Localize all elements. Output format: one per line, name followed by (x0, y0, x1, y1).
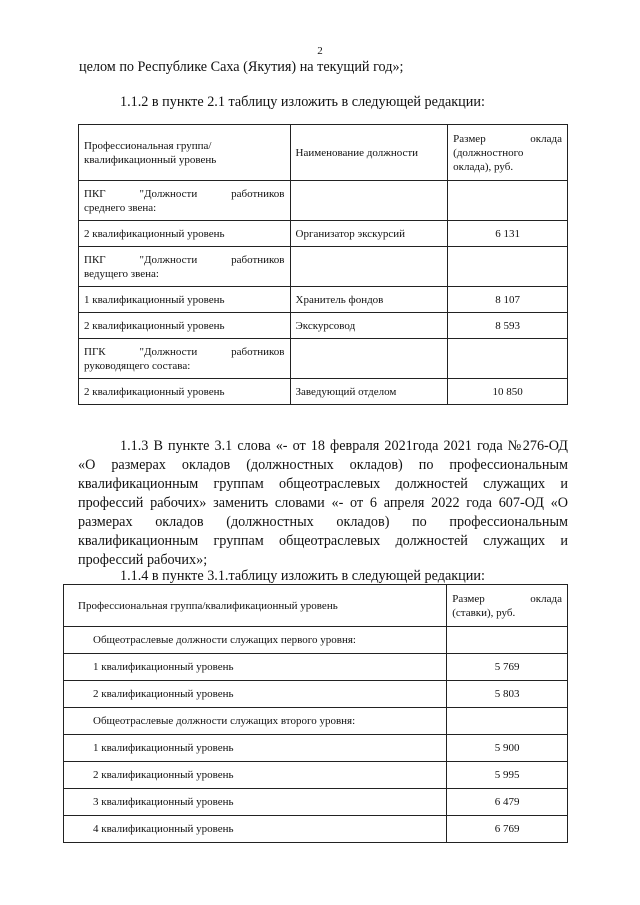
table-header-row (64, 585, 568, 627)
paragraph-line: 1.1.3 В пункте 3.1 слова «- от 18 февраля 2021года 2021 года №276-ОД (120, 438, 568, 454)
salary-cell: 8 593 (448, 313, 568, 339)
salary-cell: 10 850 (448, 379, 568, 405)
group-line: ведущего звена: (84, 267, 159, 280)
level-cell: 2 квалификационный уровень (79, 221, 291, 247)
table-row (79, 379, 568, 405)
position-cell: Организатор экскурсий (290, 221, 448, 247)
table-row (64, 627, 568, 654)
paragraph-1-1-3 (78, 437, 568, 570)
empty-cell (448, 247, 568, 287)
empty-cell (290, 247, 448, 287)
table-row (64, 681, 568, 708)
empty-cell (290, 339, 448, 379)
group-line: среднего звена: (84, 201, 157, 214)
level-cell: 1 квалификационный уровень (64, 735, 447, 762)
table-row (79, 181, 568, 221)
header-cell (290, 125, 448, 181)
table-row (79, 339, 568, 379)
level-cell: 2 квалификационный уровень (64, 762, 447, 789)
header-salary-line: Размер оклада (453, 132, 562, 145)
position-cell: Хранитель фондов (290, 287, 448, 313)
header-salary-line: Размер оклада (452, 592, 562, 605)
level-cell: 2 квалификационный уровень (64, 681, 447, 708)
table-row (64, 735, 568, 762)
table-row (79, 313, 568, 339)
table-row (79, 287, 568, 313)
salary-cell: 5 769 (447, 654, 568, 681)
empty-cell (448, 181, 568, 221)
salary-cell: 5 995 (447, 762, 568, 789)
paragraph-line: квалификационным группам общеотраслевых должностей служащих и (78, 533, 568, 549)
position-cell: Заведующий отделом (290, 379, 448, 405)
group-line: руководящего состава: (84, 359, 191, 372)
paragraph-line: квалификационным группам общеотраслевых должностей служащих и (78, 476, 568, 492)
salary-table-1 (78, 124, 568, 405)
header-position: Наименование должности (295, 146, 419, 159)
position-cell: Экскурсовод (290, 313, 448, 339)
paragraph-1-1-4: 1.1.4 в пункте 3.1.таблицу изложить в следующей редакции: (120, 568, 485, 584)
page-number: 2 (317, 45, 323, 57)
intro-line: целом по Республике Саха (Якутия) на текущий год»; (79, 59, 404, 75)
paragraph-1-1-2: 1.1.2 в пункте 2.1 таблицу изложить в следующей редакции: (120, 94, 485, 110)
salary-table-2 (63, 584, 568, 843)
header-cell (79, 125, 291, 181)
level-cell: 1 квалификационный уровень (79, 287, 291, 313)
paragraph-line: профессий рабочих» заменить словами «- от 6 апреля 2022 года 607-ОД «О (78, 495, 568, 511)
level-cell: 3 квалификационный уровень (64, 789, 447, 816)
paragraph-line: размерах окладов (должностных окладов) по профессиональным (78, 514, 568, 530)
table-row (64, 816, 568, 843)
group-cell: Общеотраслевые должности служащих второго уровня: (64, 708, 447, 735)
group-cell (79, 339, 291, 379)
header-group: Профессиональная группа/квалификационный уровень (78, 599, 338, 612)
level-cell: 2 квалификационный уровень (79, 379, 291, 405)
salary-cell: 5 803 (447, 681, 568, 708)
header-cell (447, 585, 568, 627)
table-row (64, 708, 568, 735)
group-cell: Общеотраслевые должности служащих первого уровня: (64, 627, 447, 654)
header-cell (64, 585, 447, 627)
paragraph-line: «О размерах окладов (должностных окладов) по профессиональным (78, 457, 568, 473)
level-cell: 4 квалификационный уровень (64, 816, 447, 843)
group-cell (79, 181, 291, 221)
salary-cell: 6 131 (448, 221, 568, 247)
level-cell: 2 квалификационный уровень (79, 313, 291, 339)
salary-cell: 6 479 (447, 789, 568, 816)
table-row (64, 762, 568, 789)
table-header-row (79, 125, 568, 181)
salary-cell: 5 900 (447, 735, 568, 762)
header-salary-line: (ставки), руб. (452, 606, 516, 619)
group-line: ПГК "Должности работников (84, 345, 285, 358)
header-cell (448, 125, 568, 181)
group-line: ПКГ "Должности работников (84, 253, 285, 266)
table-row (79, 221, 568, 247)
header-salary-line: оклада), руб. (453, 160, 514, 173)
header-group: Профессиональная группа/квалификационный уровень (84, 139, 217, 166)
table-row (79, 247, 568, 287)
group-line: ПКГ "Должности работников (84, 187, 285, 200)
salary-cell: 6 769 (447, 816, 568, 843)
table-row (64, 789, 568, 816)
salary-cell: 8 107 (448, 287, 568, 313)
empty-cell (447, 627, 568, 654)
level-cell: 1 квалификационный уровень (64, 654, 447, 681)
table-row (64, 654, 568, 681)
empty-cell (448, 339, 568, 379)
group-cell (79, 247, 291, 287)
empty-cell (447, 708, 568, 735)
empty-cell (290, 181, 448, 221)
paragraph-line: профессий рабочих»; (78, 552, 208, 568)
header-salary-line: (должностного (453, 146, 524, 159)
